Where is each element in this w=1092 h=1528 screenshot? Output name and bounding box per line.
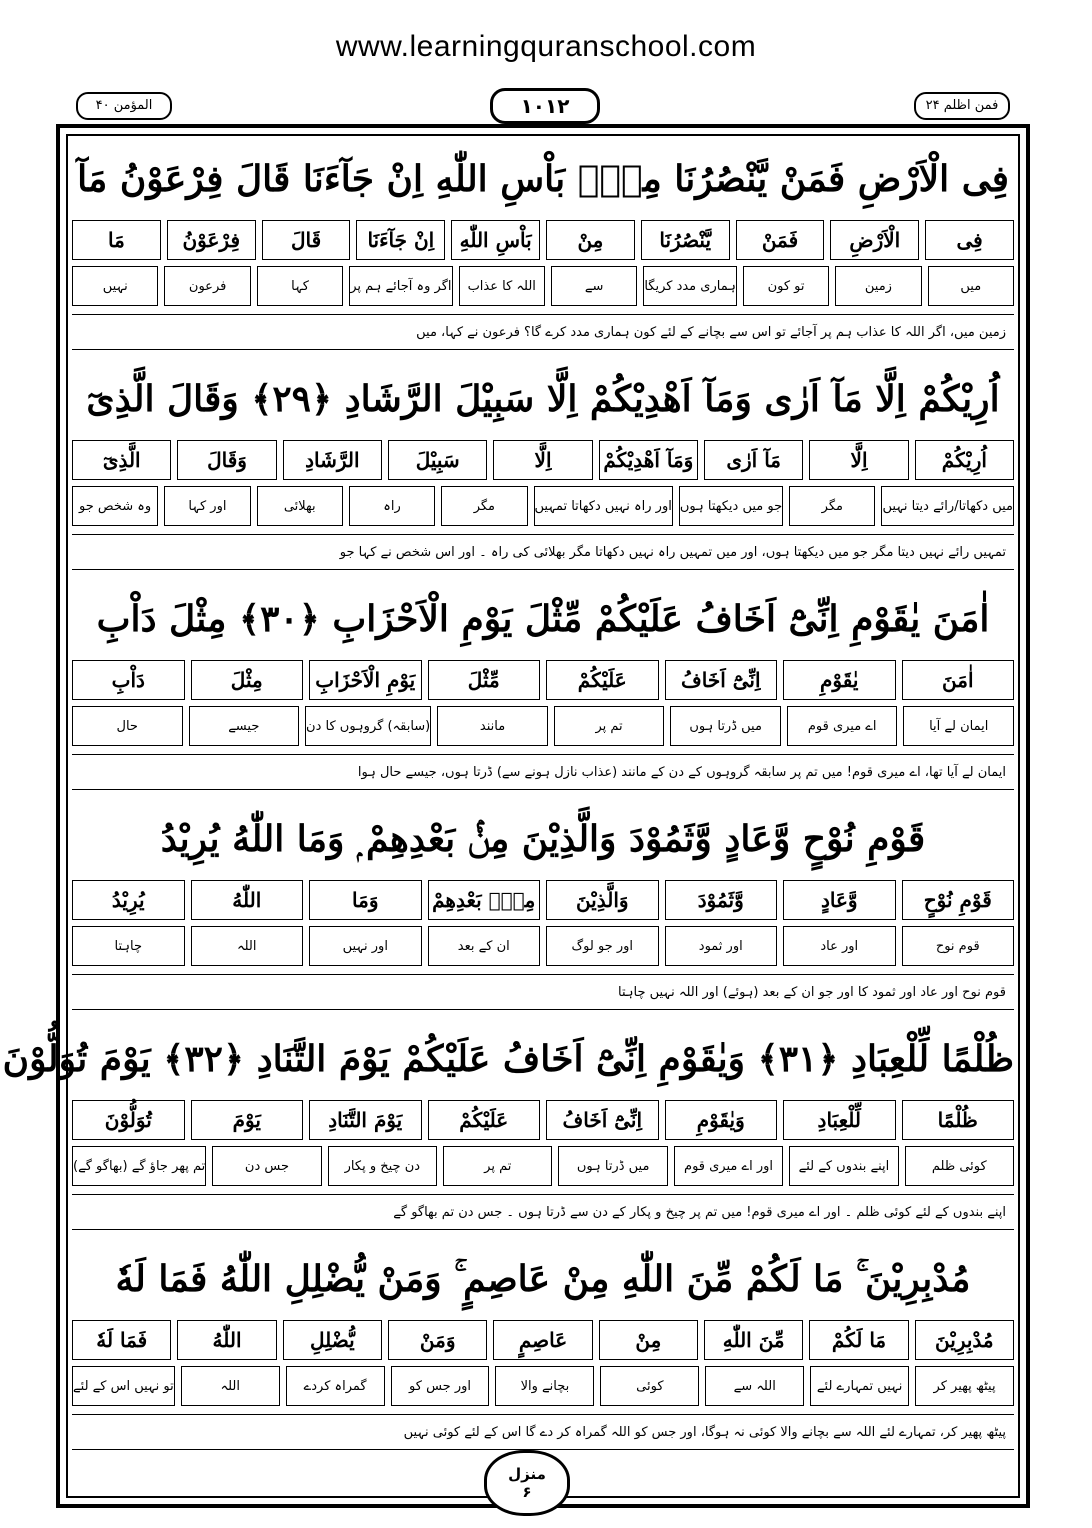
urdu-gloss-cell: اور جو لوگ <box>546 926 659 966</box>
urdu-gloss-cell: تو کون <box>743 266 829 306</box>
urdu-gloss-cell: میں ڈرتا ہوں <box>558 1146 667 1186</box>
urdu-gloss-cell: تم پر <box>554 706 665 746</box>
urdu-gloss-cell: گمراہ کردے <box>286 1366 385 1406</box>
urdu-gloss-cell: چاہتا <box>72 926 185 966</box>
urdu-gloss-cell: اللہ <box>181 1366 280 1406</box>
arabic-word-cell: بَاْسِ اللّٰهِ <box>451 220 540 260</box>
arabic-word-cell: مِنْۢ بَعْدِهِمْ <box>428 880 541 920</box>
urdu-gloss-cell: وہ شخص جو <box>72 486 158 526</box>
arabic-word-cell: يَوْمَ <box>191 1100 304 1140</box>
urdu-gloss-cell: راہ <box>349 486 435 526</box>
gloss-row <box>72 1366 1014 1406</box>
arabic-word-cell: فِرْعَوْنُ <box>167 220 256 260</box>
arabic-word-cell: اِنْ جَآءَنَا <box>356 220 445 260</box>
urdu-gloss-cell: اور اے میری قوم <box>674 1146 783 1186</box>
urdu-gloss-cell: بچانے والا <box>495 1366 594 1406</box>
arabic-word-cell: يَوْمِ الْاَحْزَابِ <box>309 660 422 700</box>
word-row <box>72 880 1014 920</box>
urdu-gloss-cell: میں ڈرتا ہوں <box>670 706 781 746</box>
arabic-word-cell: اِلَّا <box>809 440 908 480</box>
arabic-word-cell: مَآ اَرٰى <box>704 440 803 480</box>
arabic-word-cell: مِّنَ اللّٰهِ <box>704 1320 803 1360</box>
urdu-translation: قوم نوح اور عاد اور ثمود کا اور جو ان کے بعد (ہوئے) اور اللہ نہیں چاہتا <box>72 974 1014 1010</box>
ayah-section <box>72 580 1014 800</box>
ayah-text: اُرِيْكُمْ اِلَّا مَآ اَرٰى وَمَآ اَهْدِيْكُمْ اِلَّا سَبِيْلَ الرَّشَادِ ﴿۲۹﴾ وَقَالَ الَّذِیٓ <box>86 378 1000 420</box>
arabic-word-cell: يَّنْصُرُنَا <box>641 220 730 260</box>
urdu-gloss-cell: (سابقہ) گروہوں کا دن <box>305 706 431 746</box>
urdu-gloss-cell: نہیں <box>72 266 158 306</box>
arabic-word-cell: فَمَا لَهٗ <box>72 1320 171 1360</box>
arabic-word-cell: يُرِيْدُ <box>72 880 185 920</box>
gloss-row <box>72 926 1014 966</box>
urdu-gloss-cell: میں دکھاتا/رائے دیتا نہیں <box>881 486 1014 526</box>
urdu-gloss-cell: مانند <box>437 706 548 746</box>
urdu-gloss-cell: اپنے بندوں کے لئے <box>789 1146 898 1186</box>
arabic-word-cell: الَّذِیٓ <box>72 440 171 480</box>
urdu-gloss-cell: اگر وہ آجائے ہم پر <box>349 266 452 306</box>
arabic-word-cell: يٰقَوْمِ <box>783 660 896 700</box>
arabic-word-cell: عَاصِمٍ <box>493 1320 592 1360</box>
arabic-word-cell: وَمَنْ <box>388 1320 487 1360</box>
urdu-gloss-cell: جیسے <box>189 706 300 746</box>
arabic-word-cell: مَا لَكُمْ <box>809 1320 908 1360</box>
urdu-gloss-cell: مگر <box>789 486 875 526</box>
arabic-word-cell: اٰمَنَ <box>902 660 1015 700</box>
arabic-word-cell: ظُلْمًا <box>902 1100 1015 1140</box>
gloss-row <box>72 486 1014 526</box>
urdu-translation: ایمان لے آیا تھا، اے میری قوم! میں تم پر سابقہ گروہوں کے دن کے مانند (عذاب نازل ہونے سے) ڈرتا ہوں، جیسے حال ہوا <box>72 754 1014 790</box>
arabic-word-cell: مُدْبِرِيْنَ <box>915 1320 1014 1360</box>
word-row <box>72 440 1014 480</box>
urdu-gloss-cell: سے <box>551 266 637 306</box>
urdu-gloss-cell: اے میری قوم <box>787 706 898 746</box>
arabic-word-cell: لِّلْعِبَادِ <box>783 1100 896 1140</box>
ayah-text: مُدْبِرِيْنَ ۚ مَا لَكُمْ مِّنَ اللّٰهِ مِنْ عَاصِمٍ ۚ وَمَنْ يُّضْلِلِ اللّٰهُ فَمَا لَهٗ <box>115 1258 971 1300</box>
manzil-badge <box>484 1450 570 1516</box>
arabic-word-cell: سَبِيْلَ <box>388 440 487 480</box>
urdu-gloss-cell: میں <box>928 266 1014 306</box>
juz-label: فمن اظلم ۲۴ <box>914 92 1010 120</box>
urdu-gloss-cell: ایمان لے آیا <box>903 706 1014 746</box>
arabic-word-cell: فَمَنْ <box>736 220 825 260</box>
urdu-gloss-cell: اللہ <box>191 926 304 966</box>
gloss-row <box>72 706 1014 746</box>
page-number: ۱۰۱۲ <box>490 88 600 124</box>
urdu-gloss-cell: زمین <box>835 266 921 306</box>
urdu-gloss-cell: اور عاد <box>783 926 896 966</box>
ayah-text: ظُلْمًا لِّلْعِبَادِ ﴿۳۱﴾ وَيٰقَوْمِ اِنِّىْٓ اَخَافُ عَلَيْكُمْ يَوْمَ التَّنَادِ ﴿۳۲﴾ يَوْمَ تُوَلُّوْنَ <box>2 1038 1014 1080</box>
urdu-gloss-cell: تم پھر جاؤ گے (بھاگو گے) <box>72 1146 206 1186</box>
urdu-gloss-cell: اللہ کا عذاب <box>459 266 545 306</box>
arabic-word-cell: اِنِّىْٓ اَخَافُ <box>546 1100 659 1140</box>
urdu-translation: تمہیں رائے نہیں دیتا مگر جو میں دیکھتا ہوں، اور میں تمہیں راہ نہیں دکھاتا مگر بھلائی کی راہ ۔ اور اس شخص نے کہا جو <box>72 534 1014 570</box>
page-header <box>76 88 1010 122</box>
urdu-gloss-cell: نہیں تمہارے لئے <box>810 1366 909 1406</box>
manzil-label: منزل <box>508 1465 546 1483</box>
gloss-row <box>72 266 1014 306</box>
urdu-gloss-cell: کہا <box>257 266 343 306</box>
urdu-gloss-cell: کوئی <box>600 1366 699 1406</box>
arabic-word-cell: وَّعَادٍ <box>783 880 896 920</box>
arabic-word-cell: عَلَيْكُمْ <box>428 1100 541 1140</box>
urdu-gloss-cell: جو میں دیکھتا ہوں <box>679 486 783 526</box>
surah-label: المؤمن ۴۰ <box>76 92 172 120</box>
urdu-gloss-cell: اور نہیں <box>309 926 422 966</box>
urdu-gloss-cell: ان کے بعد <box>428 926 541 966</box>
arabic-word-cell: الْاَرْضِ <box>830 220 919 260</box>
urdu-translation: پیٹھ پھیر کر، تمہارے لئے اللہ سے بچانے والا کوئی نہ ہوگا، اور جس کو اللہ گمراہ کر دے گا اس کے لئے کوئی نہیں <box>72 1414 1014 1450</box>
word-row <box>72 1100 1014 1140</box>
urdu-translation: زمین میں، اگر اللہ کا عذاب ہم پر آجائے تو اس سے بچانے کے لئے کون ہماری مدد کرے گا؟ فرعون نے کہا، میں <box>72 314 1014 350</box>
arabic-word-cell: مِثْلَ <box>191 660 304 700</box>
ayah-text: قَوْمِ نُوْحٍ وَّعَادٍ وَّثَمُوْدَ وَالَّذِيْنَ مِنْۢ بَعْدِهِمْ ۭ وَمَا اللّٰهُ يُرِيْدُ <box>160 818 926 860</box>
manzil-number: ۶ <box>522 1483 532 1501</box>
urdu-gloss-cell: تم پر <box>443 1146 552 1186</box>
urdu-translation: اپنے بندوں کے لئے کوئی ظلم ۔ اور اے میری قوم! میں تم پر چیخ و پکار کے دن سے ڈرتا ہوں ۔ جس دن تم بھاگو گے <box>72 1194 1014 1230</box>
arabic-word-cell: مِنْ <box>599 1320 698 1360</box>
arabic-word-cell: وَمَآ اَهْدِيْكُمْ <box>599 440 698 480</box>
ayah-section <box>72 140 1014 360</box>
arabic-word-cell: اِلَّا <box>493 440 592 480</box>
urdu-gloss-cell: فرعون <box>164 266 250 306</box>
urdu-gloss-cell: اور راہ نہیں دکھاتا تمہیں <box>534 486 673 526</box>
arabic-word-cell: اُرِيْكُمْ <box>915 440 1014 480</box>
arabic-word-cell: مِّثْلَ <box>428 660 541 700</box>
arabic-word-cell: وَمَا <box>309 880 422 920</box>
arabic-word-cell: دَاْبِ <box>72 660 185 700</box>
ayah-section <box>72 1240 1014 1460</box>
ayah-section <box>72 360 1014 580</box>
arabic-word-cell: يُّضْلِلِ <box>283 1320 382 1360</box>
word-row <box>72 660 1014 700</box>
arabic-word-cell: يَوْمَ التَّنَادِ <box>309 1100 422 1140</box>
urdu-gloss-cell: تو نہیں اس کے لئے <box>72 1366 175 1406</box>
urdu-gloss-cell: جس دن <box>212 1146 321 1186</box>
arabic-word-cell: اللّٰهُ <box>177 1320 276 1360</box>
arabic-word-cell: عَلَيْكُمْ <box>546 660 659 700</box>
arabic-word-cell: مَا <box>72 220 161 260</box>
urdu-gloss-cell: اور جس کو <box>391 1366 490 1406</box>
urdu-gloss-cell: مگر <box>441 486 527 526</box>
word-row <box>72 220 1014 260</box>
arabic-word-cell: اِنِّىْٓ اَخَافُ <box>665 660 778 700</box>
urdu-gloss-cell: اور کہا <box>164 486 250 526</box>
arabic-word-cell: قَالَ <box>262 220 351 260</box>
arabic-word-cell: وَيٰقَوْمِ <box>665 1100 778 1140</box>
ayah-section <box>72 800 1014 1020</box>
urdu-gloss-cell: اور ثمود <box>665 926 778 966</box>
arabic-word-cell: وَقَالَ <box>177 440 276 480</box>
urdu-gloss-cell: دن چیخ و پکار <box>328 1146 437 1186</box>
word-row <box>72 1320 1014 1360</box>
urdu-gloss-cell: قوم نوح <box>902 926 1015 966</box>
ayah-text: فِى الْاَرْضِ فَمَنْ يَّنْصُرُنَا مِنْۢ بَاْسِ اللّٰهِ اِنْ جَآءَنَا قَالَ فِرْعَوْنُ مَآ <box>77 158 1009 200</box>
urdu-gloss-cell: ہماری مدد کریگا <box>643 266 737 306</box>
urdu-gloss-cell: اللہ سے <box>705 1366 804 1406</box>
urdu-gloss-cell: کوئی ظلم <box>905 1146 1014 1186</box>
arabic-word-cell: تُوَلُّوْنَ <box>72 1100 185 1140</box>
arabic-word-cell: قَوْمِ نُوْحٍ <box>902 880 1015 920</box>
ayah-text: اٰمَنَ يٰقَوْمِ اِنِّىْٓ اَخَافُ عَلَيْكُمْ مِّثْلَ يَوْمِ الْاَحْزَابِ ﴿۳۰﴾ مِثْلَ دَاْبِ <box>96 598 990 640</box>
site-url: www.learningquranschool.com <box>335 30 757 63</box>
ayah-section <box>2 1020 1014 1240</box>
arabic-word-cell: فِى <box>925 220 1014 260</box>
urdu-gloss-cell: بھلائی <box>257 486 343 526</box>
arabic-word-cell: وَّثَمُوْدَ <box>665 880 778 920</box>
arabic-word-cell: الرَّشَادِ <box>283 440 382 480</box>
arabic-word-cell: وَالَّذِيْنَ <box>546 880 659 920</box>
urdu-gloss-cell: حال <box>72 706 183 746</box>
arabic-word-cell: مِنْ <box>546 220 635 260</box>
urdu-gloss-cell: پیٹھ پھیر کر <box>915 1366 1014 1406</box>
arabic-word-cell: اللّٰهُ <box>191 880 304 920</box>
gloss-row <box>72 1146 1014 1186</box>
